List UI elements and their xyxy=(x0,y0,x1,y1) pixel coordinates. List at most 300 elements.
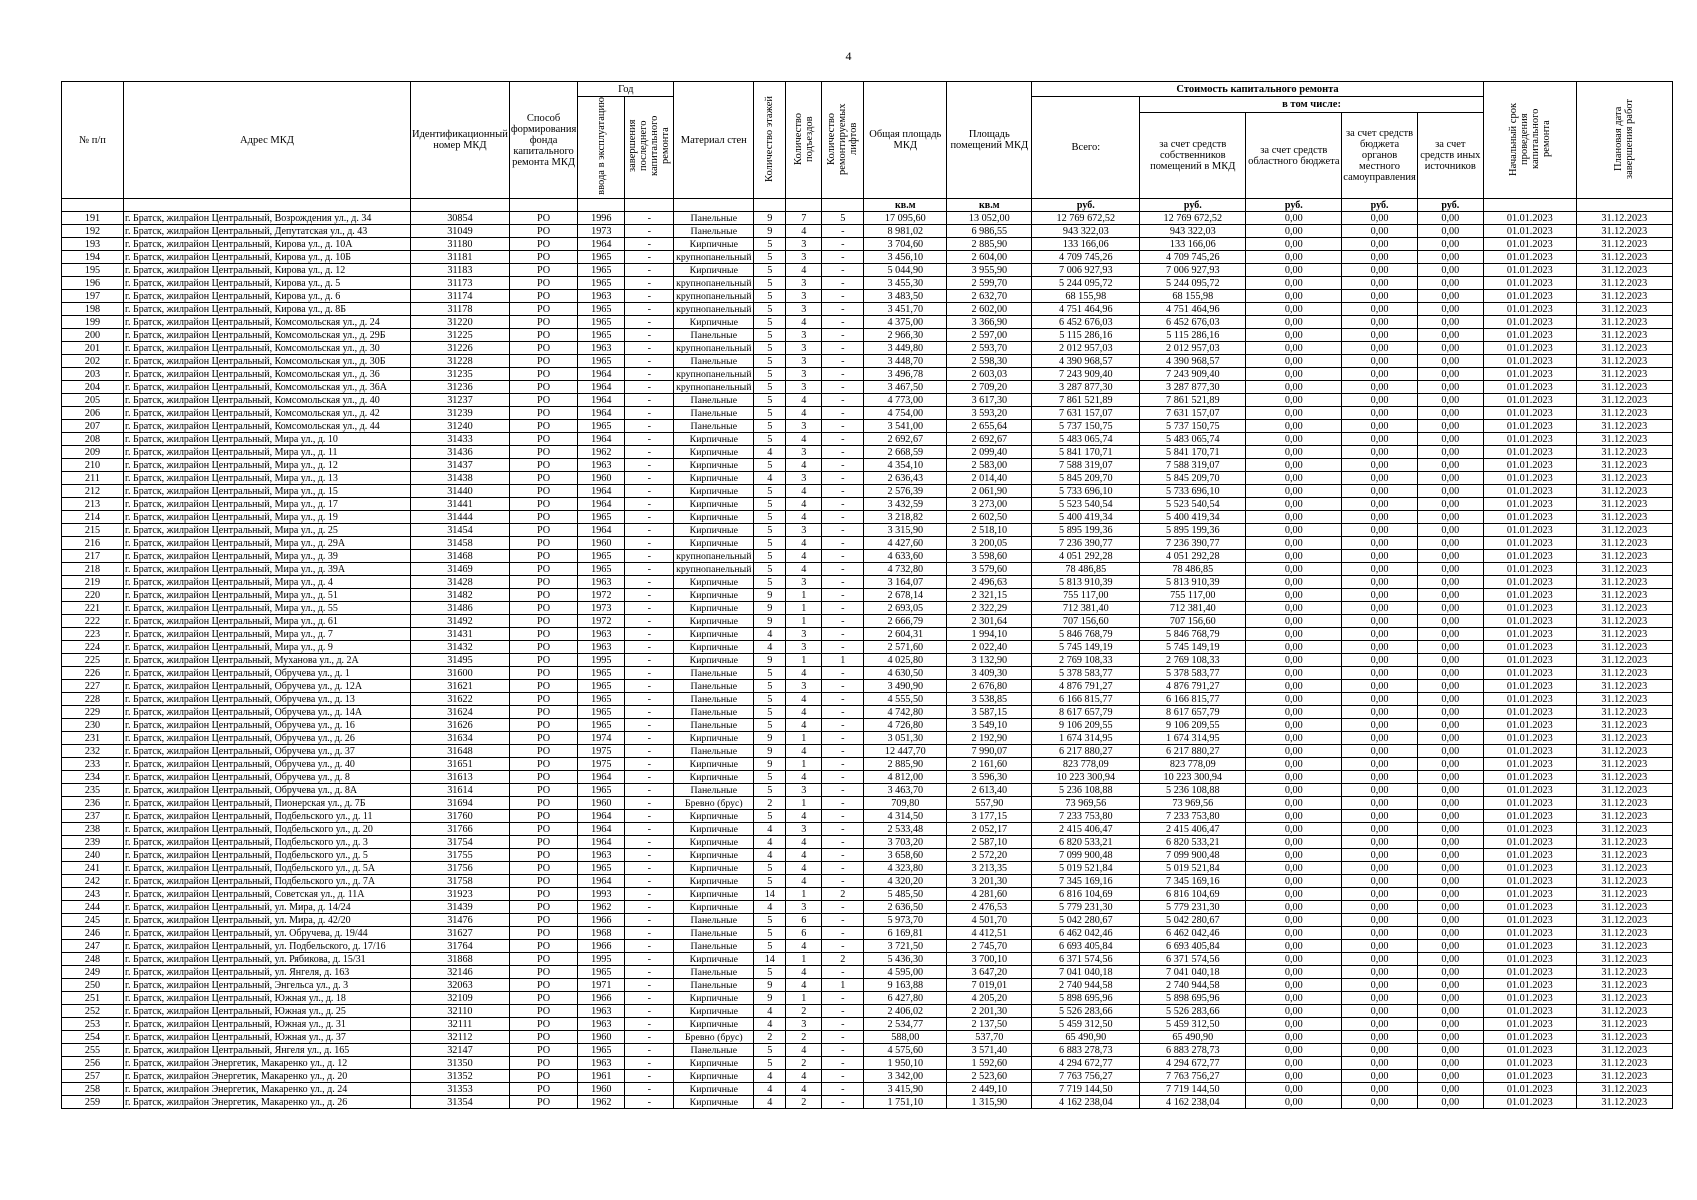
cell-entrances: 4 xyxy=(786,459,822,472)
cell-year-last-repair: - xyxy=(625,524,674,537)
table-row xyxy=(62,654,1673,667)
cell-total-area: 3 541,00 xyxy=(864,420,947,433)
cell-total: 4 709 745,26 xyxy=(1032,251,1140,264)
cell-total-area: 3 218,82 xyxy=(864,511,947,524)
cell-end: 31.12.2023 xyxy=(1576,1096,1672,1109)
cell-floors: 2 xyxy=(754,797,786,810)
cell-total: 73 969,56 xyxy=(1032,797,1140,810)
cell-total-area: 4 575,60 xyxy=(864,1044,947,1057)
cell-lifts: - xyxy=(822,1096,864,1109)
cell-entrances: 3 xyxy=(786,784,822,797)
cell-start: 01.01.2023 xyxy=(1483,459,1576,472)
cell-lifts: - xyxy=(822,797,864,810)
cell-own: 6 462 042,46 xyxy=(1140,927,1246,940)
cell-year-commission: 1965 xyxy=(578,563,625,576)
cell-premises-area: 2 523,60 xyxy=(947,1070,1032,1083)
cell-address: г. Братск, жилрайон Центральный, Комсомольская ул., д. 44 xyxy=(124,420,411,433)
cell-lifts: - xyxy=(822,589,864,602)
cell-own: 5 459 312,50 xyxy=(1140,1018,1246,1031)
cell-ident: 31440 xyxy=(411,485,510,498)
cell-year-last-repair: - xyxy=(625,1057,674,1070)
cell-start: 01.01.2023 xyxy=(1483,1044,1576,1057)
cell-address: г. Братск, жилрайон Центральный, Комсомольская ул., д. 36А xyxy=(124,381,411,394)
cell-year-commission: 1965 xyxy=(578,316,625,329)
col-year-commission: ввода в эксплуатацию xyxy=(578,97,625,199)
cell-lifts: - xyxy=(822,823,864,836)
cell-year-commission: 1963 xyxy=(578,1005,625,1018)
cell-premises-area: 2 676,80 xyxy=(947,680,1032,693)
cell-total-area: 9 163,88 xyxy=(864,979,947,992)
cell-start: 01.01.2023 xyxy=(1483,212,1576,225)
cell-wall: Кирпичные xyxy=(674,992,754,1005)
cell-address: г. Братск, жилрайон Центральный, Подбельского ул., д. 7А xyxy=(124,875,411,888)
cell-floors: 5 xyxy=(754,927,786,940)
cell-total: 6 883 278,73 xyxy=(1032,1044,1140,1057)
cell-total-area: 3 342,00 xyxy=(864,1070,947,1083)
cell-lifts: - xyxy=(822,563,864,576)
cell-year-commission: 1964 xyxy=(578,407,625,420)
cell-own: 8 617 657,79 xyxy=(1140,706,1246,719)
cell-num: 245 xyxy=(62,914,124,927)
table-row xyxy=(62,797,1673,810)
cell-year-commission: 1966 xyxy=(578,914,625,927)
cell-entrances: 4 xyxy=(786,1083,822,1096)
cell-lifts: - xyxy=(822,901,864,914)
cell-fund-method: РО xyxy=(509,927,577,940)
cell-ident: 31432 xyxy=(411,641,510,654)
cell-year-last-repair: - xyxy=(625,1083,674,1096)
cell-fund-method: РО xyxy=(509,498,577,511)
cell-regional: 0,00 xyxy=(1246,433,1342,446)
cell-start: 01.01.2023 xyxy=(1483,1057,1576,1070)
cell-wall: Кирпичные xyxy=(674,654,754,667)
cell-local: 0,00 xyxy=(1342,251,1418,264)
cell-address: г. Братск, жилрайон Центральный, Мира ул., д. 10 xyxy=(124,433,411,446)
cell-year-commission: 1964 xyxy=(578,875,625,888)
table-row xyxy=(62,277,1673,290)
cell-total-area: 8 981,02 xyxy=(864,225,947,238)
cell-address: г. Братск, жилрайон Центральный, Кирова ул., д. 5 xyxy=(124,277,411,290)
cell-lifts: - xyxy=(822,615,864,628)
cell-year-commission: 1965 xyxy=(578,667,625,680)
cell-own: 133 166,06 xyxy=(1140,238,1246,251)
cell-start: 01.01.2023 xyxy=(1483,875,1576,888)
cell-year-commission: 1963 xyxy=(578,290,625,303)
cell-total: 5 400 419,34 xyxy=(1032,511,1140,524)
cell-end: 31.12.2023 xyxy=(1576,953,1672,966)
cell-year-commission: 1964 xyxy=(578,823,625,836)
cell-lifts: - xyxy=(822,446,864,459)
cell-lifts: 5 xyxy=(822,212,864,225)
cell-floors: 5 xyxy=(754,966,786,979)
cell-lifts: 1 xyxy=(822,654,864,667)
cell-lifts: - xyxy=(822,264,864,277)
cell-year-commission: 1962 xyxy=(578,446,625,459)
cell-local: 0,00 xyxy=(1342,511,1418,524)
cell-floors: 5 xyxy=(754,550,786,563)
cell-other: 0,00 xyxy=(1417,823,1483,836)
cell-other: 0,00 xyxy=(1417,901,1483,914)
cell-regional: 0,00 xyxy=(1246,641,1342,654)
cell-year-commission: 1971 xyxy=(578,979,625,992)
cell-regional: 0,00 xyxy=(1246,368,1342,381)
cell-other: 0,00 xyxy=(1417,732,1483,745)
cell-wall: крупнопанельный xyxy=(674,342,754,355)
cell-total-area: 4 375,00 xyxy=(864,316,947,329)
cell-end: 31.12.2023 xyxy=(1576,290,1672,303)
cell-own: 7 243 909,40 xyxy=(1140,368,1246,381)
cell-end: 31.12.2023 xyxy=(1576,1083,1672,1096)
table-row xyxy=(62,836,1673,849)
cell-total: 6 452 676,03 xyxy=(1032,316,1140,329)
table-row xyxy=(62,927,1673,940)
cell-total-area: 3 490,90 xyxy=(864,680,947,693)
cell-fund-method: РО xyxy=(509,368,577,381)
cell-address: г. Братск, жилрайон Центральный, Подбельского ул., д. 5 xyxy=(124,849,411,862)
cell-end: 31.12.2023 xyxy=(1576,1031,1672,1044)
cell-local: 0,00 xyxy=(1342,615,1418,628)
cell-total: 5 019 521,84 xyxy=(1032,862,1140,875)
cell-year-commission: 1965 xyxy=(578,1044,625,1057)
col-fund-method: Способ формирования фонда капитального ремонта МКД xyxy=(509,82,577,199)
cell-other: 0,00 xyxy=(1417,953,1483,966)
cell-year-last-repair: - xyxy=(625,316,674,329)
cell-floors: 14 xyxy=(754,953,786,966)
unit-total-area: кв.м xyxy=(864,199,947,212)
cell-num: 201 xyxy=(62,342,124,355)
cell-local: 0,00 xyxy=(1342,485,1418,498)
cell-start: 01.01.2023 xyxy=(1483,927,1576,940)
cell-start: 01.01.2023 xyxy=(1483,602,1576,615)
cell-ident: 31694 xyxy=(411,797,510,810)
cell-premises-area: 2 192,90 xyxy=(947,732,1032,745)
cell-num: 200 xyxy=(62,329,124,342)
cell-total-area: 6 427,80 xyxy=(864,992,947,1005)
cell-end: 31.12.2023 xyxy=(1576,472,1672,485)
cell-year-last-repair: - xyxy=(625,576,674,589)
cell-premises-area: 2 496,63 xyxy=(947,576,1032,589)
cell-lifts: - xyxy=(822,1057,864,1070)
cell-regional: 0,00 xyxy=(1246,1083,1342,1096)
cell-ident: 31468 xyxy=(411,550,510,563)
cell-regional: 0,00 xyxy=(1246,615,1342,628)
cell-end: 31.12.2023 xyxy=(1576,1044,1672,1057)
cell-total: 6 217 880,27 xyxy=(1032,745,1140,758)
cell-wall: Кирпичные xyxy=(674,1005,754,1018)
cell-year-last-repair: - xyxy=(625,914,674,927)
cell-fund-method: РО xyxy=(509,1057,577,1070)
cell-fund-method: РО xyxy=(509,563,577,576)
cell-lifts: - xyxy=(822,927,864,940)
cell-own: 7 861 521,89 xyxy=(1140,394,1246,407)
cell-own: 1 674 314,95 xyxy=(1140,732,1246,745)
table-row xyxy=(62,784,1673,797)
cell-premises-area: 2 632,70 xyxy=(947,290,1032,303)
cell-year-commission: 1962 xyxy=(578,901,625,914)
cell-premises-area: 3 409,30 xyxy=(947,667,1032,680)
cell-local: 0,00 xyxy=(1342,433,1418,446)
cell-own: 5 042 280,67 xyxy=(1140,914,1246,927)
cell-total-area: 3 703,20 xyxy=(864,836,947,849)
cell-regional: 0,00 xyxy=(1246,693,1342,706)
cell-own: 7 236 390,77 xyxy=(1140,537,1246,550)
cell-regional: 0,00 xyxy=(1246,407,1342,420)
cell-end: 31.12.2023 xyxy=(1576,706,1672,719)
cell-entrances: 3 xyxy=(786,901,822,914)
cell-entrances: 4 xyxy=(786,433,822,446)
cell-total: 4 294 672,77 xyxy=(1032,1057,1140,1070)
cell-entrances: 1 xyxy=(786,732,822,745)
cell-regional: 0,00 xyxy=(1246,264,1342,277)
cell-end: 31.12.2023 xyxy=(1576,784,1672,797)
cell-floors: 9 xyxy=(754,654,786,667)
cell-total: 7 243 909,40 xyxy=(1032,368,1140,381)
cell-year-commission: 1965 xyxy=(578,277,625,290)
cell-floors: 4 xyxy=(754,1070,786,1083)
cell-num: 214 xyxy=(62,511,124,524)
cell-num: 231 xyxy=(62,732,124,745)
cell-year-commission: 1972 xyxy=(578,589,625,602)
cell-ident: 31220 xyxy=(411,316,510,329)
cell-start: 01.01.2023 xyxy=(1483,628,1576,641)
cell-year-last-repair: - xyxy=(625,1044,674,1057)
cell-local: 0,00 xyxy=(1342,667,1418,680)
cell-floors: 5 xyxy=(754,693,786,706)
cell-floors: 5 xyxy=(754,303,786,316)
cell-address: г. Братск, жилрайон Центральный, Подбельского ул., д. 20 xyxy=(124,823,411,836)
cell-year-commission: 1965 xyxy=(578,329,625,342)
cell-own: 2 012 957,03 xyxy=(1140,342,1246,355)
cell-end: 31.12.2023 xyxy=(1576,914,1672,927)
cell-fund-method: РО xyxy=(509,589,577,602)
cell-local: 0,00 xyxy=(1342,745,1418,758)
cell-end: 31.12.2023 xyxy=(1576,927,1672,940)
cell-floors: 4 xyxy=(754,849,786,862)
unit-total: руб. xyxy=(1032,199,1140,212)
table-row xyxy=(62,316,1673,329)
cell-premises-area: 2 201,30 xyxy=(947,1005,1032,1018)
cell-regional: 0,00 xyxy=(1246,979,1342,992)
cell-premises-area: 2 518,10 xyxy=(947,524,1032,537)
cell-other: 0,00 xyxy=(1417,693,1483,706)
cell-year-commission: 1963 xyxy=(578,849,625,862)
cell-end: 31.12.2023 xyxy=(1576,732,1672,745)
cell-lifts: - xyxy=(822,459,864,472)
cell-ident: 32111 xyxy=(411,1018,510,1031)
cell-num: 253 xyxy=(62,1018,124,1031)
cell-total-area: 3 704,60 xyxy=(864,238,947,251)
cell-wall: Кирпичные xyxy=(674,446,754,459)
cell-regional: 0,00 xyxy=(1246,1044,1342,1057)
cell-premises-area: 2 597,00 xyxy=(947,329,1032,342)
table-row xyxy=(62,979,1673,992)
cell-own: 6 693 405,84 xyxy=(1140,940,1246,953)
cell-num: 191 xyxy=(62,212,124,225)
cell-wall: Кирпичные xyxy=(674,485,754,498)
cell-entrances: 4 xyxy=(786,771,822,784)
cell-address: г. Братск, жилрайон Центральный, Янгеля ул., д. 165 xyxy=(124,1044,411,1057)
cell-start: 01.01.2023 xyxy=(1483,264,1576,277)
cell-floors: 5 xyxy=(754,940,786,953)
cell-premises-area: 3 538,85 xyxy=(947,693,1032,706)
cell-start: 01.01.2023 xyxy=(1483,1070,1576,1083)
cell-address: г. Братск, жилрайон Центральный, ул. Рябикова, д. 15/31 xyxy=(124,953,411,966)
cell-address: г. Братск, жилрайон Центральный, Обручева ул., д. 16 xyxy=(124,719,411,732)
unit-local: руб. xyxy=(1342,199,1418,212)
cell-address: г. Братск, жилрайон Центральный, Обручева ул., д. 12А xyxy=(124,680,411,693)
cell-other: 0,00 xyxy=(1417,212,1483,225)
cell-year-commission: 1963 xyxy=(578,628,625,641)
table-row xyxy=(62,446,1673,459)
cell-premises-area: 2 692,67 xyxy=(947,433,1032,446)
cell-start: 01.01.2023 xyxy=(1483,368,1576,381)
cell-address: г. Братск, жилрайон Центральный, Мира ул., д. 39А xyxy=(124,563,411,576)
unit-premises-area: кв.м xyxy=(947,199,1032,212)
cell-entrances: 3 xyxy=(786,446,822,459)
cell-year-commission: 1968 xyxy=(578,927,625,940)
cell-fund-method: РО xyxy=(509,1070,577,1083)
cell-num: 223 xyxy=(62,628,124,641)
cell-year-commission: 1974 xyxy=(578,732,625,745)
cell-fund-method: РО xyxy=(509,264,577,277)
cell-end: 31.12.2023 xyxy=(1576,225,1672,238)
cell-total: 7 233 753,80 xyxy=(1032,810,1140,823)
cell-start: 01.01.2023 xyxy=(1483,693,1576,706)
cell-ident: 31476 xyxy=(411,914,510,927)
table-row xyxy=(62,420,1673,433)
table-row xyxy=(62,875,1673,888)
cell-end: 31.12.2023 xyxy=(1576,771,1672,784)
cell-fund-method: РО xyxy=(509,875,577,888)
table-row xyxy=(62,225,1673,238)
cell-end: 31.12.2023 xyxy=(1576,641,1672,654)
cell-end: 31.12.2023 xyxy=(1576,316,1672,329)
cell-regional: 0,00 xyxy=(1246,355,1342,368)
cell-end: 31.12.2023 xyxy=(1576,992,1672,1005)
cell-total-area: 5 044,90 xyxy=(864,264,947,277)
cell-total: 5 846 768,79 xyxy=(1032,628,1140,641)
cell-end: 31.12.2023 xyxy=(1576,550,1672,563)
cell-floors: 5 xyxy=(754,277,786,290)
cell-num: 219 xyxy=(62,576,124,589)
cell-local: 0,00 xyxy=(1342,875,1418,888)
cell-lifts: - xyxy=(822,537,864,550)
cell-lifts: - xyxy=(822,485,864,498)
cell-local: 0,00 xyxy=(1342,862,1418,875)
cell-regional: 0,00 xyxy=(1246,953,1342,966)
cell-local: 0,00 xyxy=(1342,316,1418,329)
cell-regional: 0,00 xyxy=(1246,563,1342,576)
cell-wall: Панельные xyxy=(674,927,754,940)
cell-own: 6 452 676,03 xyxy=(1140,316,1246,329)
cell-own: 2 740 944,58 xyxy=(1140,979,1246,992)
cell-total: 5 042 280,67 xyxy=(1032,914,1140,927)
cell-address: г. Братск, жилрайон Центральный, ул. Обручева, д. 19/44 xyxy=(124,927,411,940)
cell-num: 194 xyxy=(62,251,124,264)
cell-ident: 31240 xyxy=(411,420,510,433)
cell-ident: 32063 xyxy=(411,979,510,992)
cell-start: 01.01.2023 xyxy=(1483,303,1576,316)
cell-year-last-repair: - xyxy=(625,888,674,901)
cell-local: 0,00 xyxy=(1342,797,1418,810)
cell-ident: 31433 xyxy=(411,433,510,446)
cell-total: 7 041 040,18 xyxy=(1032,966,1140,979)
cell-floors: 9 xyxy=(754,732,786,745)
cell-entrances: 4 xyxy=(786,511,822,524)
cell-year-last-repair: - xyxy=(625,953,674,966)
cell-lifts: 1 xyxy=(822,979,864,992)
cell-premises-area: 1 592,60 xyxy=(947,1057,1032,1070)
cell-address: г. Братск, жилрайон Центральный, ул. Мира, д. 14/24 xyxy=(124,901,411,914)
cell-ident: 31438 xyxy=(411,472,510,485)
cell-fund-method: РО xyxy=(509,511,577,524)
cell-start: 01.01.2023 xyxy=(1483,550,1576,563)
cell-address: г. Братск, жилрайон Центральный, Мира ул., д. 12 xyxy=(124,459,411,472)
cell-ident: 31173 xyxy=(411,277,510,290)
cell-entrances: 3 xyxy=(786,576,822,589)
cell-premises-area: 537,70 xyxy=(947,1031,1032,1044)
cell-wall: Кирпичные xyxy=(674,849,754,862)
cell-ident: 31454 xyxy=(411,524,510,537)
cell-start: 01.01.2023 xyxy=(1483,238,1576,251)
cell-fund-method: РО xyxy=(509,225,577,238)
cell-year-last-repair: - xyxy=(625,1096,674,1109)
cell-premises-area: 557,90 xyxy=(947,797,1032,810)
cell-total-area: 2 885,90 xyxy=(864,758,947,771)
cell-end: 31.12.2023 xyxy=(1576,329,1672,342)
cell-num: 210 xyxy=(62,459,124,472)
cell-total-area: 5 485,50 xyxy=(864,888,947,901)
cell-regional: 0,00 xyxy=(1246,472,1342,485)
cell-year-commission: 1965 xyxy=(578,693,625,706)
cell-fund-method: РО xyxy=(509,628,577,641)
cell-address: г. Братск, жилрайон Центральный, ул. Мира, д. 42/20 xyxy=(124,914,411,927)
cell-own: 78 486,85 xyxy=(1140,563,1246,576)
cell-year-last-repair: - xyxy=(625,940,674,953)
cell-own: 6 883 278,73 xyxy=(1140,1044,1246,1057)
cell-other: 0,00 xyxy=(1417,1057,1483,1070)
cell-wall: Бревно (брус) xyxy=(674,797,754,810)
col-floors: Количество этажей xyxy=(754,82,786,199)
cell-num: 221 xyxy=(62,602,124,615)
cell-ident: 31482 xyxy=(411,589,510,602)
cell-entrances: 3 xyxy=(786,329,822,342)
cell-local: 0,00 xyxy=(1342,394,1418,407)
cell-address: г. Братск, жилрайон Центральный, Мира ул., д. 17 xyxy=(124,498,411,511)
cell-address: г. Братск, жилрайон Энергетик, Макаренко ул., д. 12 xyxy=(124,1057,411,1070)
cell-premises-area: 2 321,15 xyxy=(947,589,1032,602)
cell-local: 0,00 xyxy=(1342,914,1418,927)
cell-num: 216 xyxy=(62,537,124,550)
cell-wall: крупнопанельный xyxy=(674,277,754,290)
cell-fund-method: РО xyxy=(509,381,577,394)
cell-fund-method: РО xyxy=(509,849,577,862)
cell-year-commission: 1973 xyxy=(578,602,625,615)
cell-wall: Кирпичные xyxy=(674,602,754,615)
cell-num: 222 xyxy=(62,615,124,628)
cell-end: 31.12.2023 xyxy=(1576,498,1672,511)
cell-total-area: 2 604,31 xyxy=(864,628,947,641)
cell-start: 01.01.2023 xyxy=(1483,680,1576,693)
cell-entrances: 4 xyxy=(786,563,822,576)
cell-local: 0,00 xyxy=(1342,732,1418,745)
cell-end: 31.12.2023 xyxy=(1576,849,1672,862)
cell-local: 0,00 xyxy=(1342,836,1418,849)
table-row xyxy=(62,563,1673,576)
cell-num: 233 xyxy=(62,758,124,771)
cell-wall: Панельные xyxy=(674,407,754,420)
cell-start: 01.01.2023 xyxy=(1483,433,1576,446)
